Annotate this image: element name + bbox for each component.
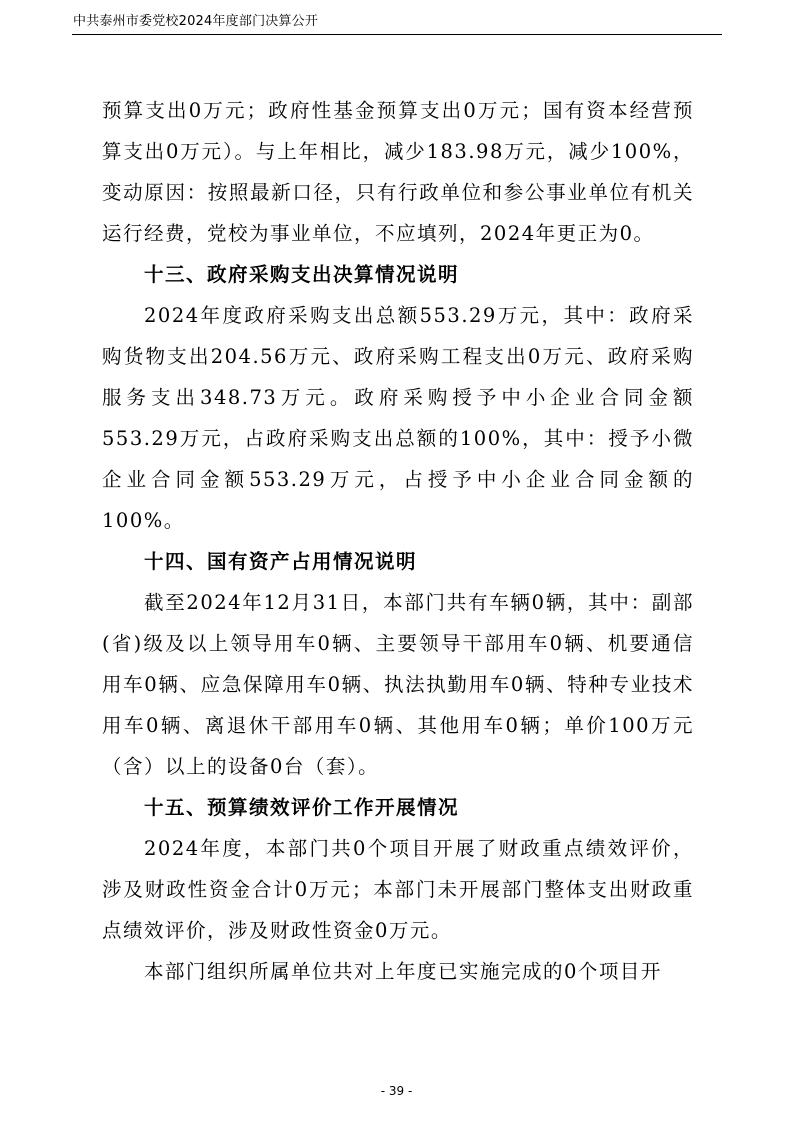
document-body [102,90,694,992]
paragraph-intro: 预算支出0万元；政府性基金预算支出0万元；国有资本经营预算支出0万元）。与上年相比，减少183.98万元，减少100%，变动原因：按照最新口径，只有行政单位和参公事业单位有机关运行经费，党校为事业单位，不应填列，2024年更正为0。 [102,99,694,245]
paragraph-performance-evaluation-1: 2024年度，本部门共0个项目开展了财政重点绩效评价，涉及财政性资金合计0万元；本部门未开展部门整体支出财政重点绩效评价，涉及财政性资金0万元。 [102,837,694,942]
paragraph-government-procurement: 2024年度政府采购支出总额553.29万元，其中：政府采购货物支出204.56万元、政府采购工程支出0万元、政府采购服务支出348.73万元。政府采购授予中小企业合同金额553.29万元，占政府采购支出总额的100%，其中：授予小微企业合同金额553.29万元，占授予中小企业合同金额的100%。 [102,304,694,532]
paragraph-performance-evaluation-2: 本部门组织所属单位共对上年度已实施完成的0个项目开 [144,960,662,983]
paragraph-state-assets: 截至2024年12月31日，本部门共有车辆0辆，其中：副部(省)级及以上领导用车0辆、主要领导干部用车0辆、机要通信用车0辆、应急保障用车0辆、执法执勤用车0辆、特种专业技术用车0辆、离退休干部用车0辆、其他用车0辆；单价100万元（含）以上的设备0台（套）。 [102,591,694,778]
section-heading-government-procurement: 十三、政府采购支出决算情况说明 [144,263,460,286]
page-number: - 39 - [380,1084,413,1098]
section-heading-performance-evaluation: 十五、预算绩效评价工作开展情况 [144,796,460,819]
running-header-title: 中共泰州市委党校2024年度部门决算公开 [73,14,319,29]
section-heading-state-assets: 十四、国有资产占用情况说明 [144,550,418,573]
header-divider [72,34,722,35]
